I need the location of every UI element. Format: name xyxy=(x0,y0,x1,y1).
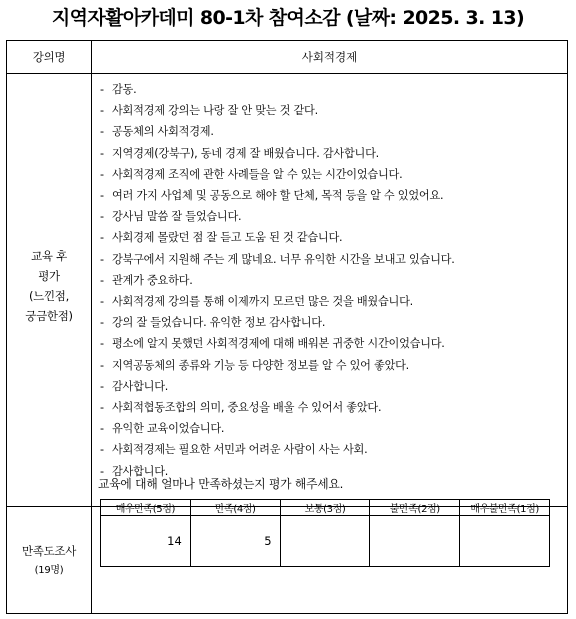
comment-text: 사회적경제 강의는 나랑 잘 안 맞는 것 같다. xyxy=(112,104,318,118)
comment-text: 강의 잘 들었습니다. 유익한 정보 감사합니다. xyxy=(112,316,326,330)
evaluation-label-line: (느낀점, xyxy=(29,289,69,303)
comment-text: 사회적경제는 필요한 서민과 어려운 사람이 사는 사회. xyxy=(112,443,368,457)
comment-item: - 사회적경제 강의는 나랑 잘 안 맞는 것 같다. xyxy=(100,104,318,118)
column-divider xyxy=(91,41,92,613)
satisfaction-prompt: 교육에 대해 얼마나 만족하셨는지 평가 해주세요. xyxy=(98,477,344,491)
satisfaction-title: 만족도조사 xyxy=(21,544,77,558)
comment-text: 지역공동체의 종류와 기능 등 다양한 정보를 알 수 있어 좋았다. xyxy=(112,358,409,372)
comment-text: 사회적경제 조직에 관한 사례들을 알 수 있는 시간이었습니다. xyxy=(112,167,403,181)
comment-text: 공동체의 사회적경제. xyxy=(112,125,214,139)
satisfaction-label xyxy=(7,541,91,581)
comment-item: - 지역경제(강북구), 동네 경제 잘 배웠습니다. 감사합니다. xyxy=(100,146,379,160)
comment-text: 사회경제 몰랐던 점 잘 듣고 도움 된 것 같습니다. xyxy=(112,231,343,245)
comment-item: - 지역공동체의 종류와 기능 등 다양한 정보를 알 수 있어 좋았다. xyxy=(100,358,409,372)
evaluation-label-line: 교육 후 xyxy=(31,249,67,263)
rating-header: 매우불만족(1점) xyxy=(460,500,550,516)
comment-text: 여러 가지 사업체 및 공동으로 해야 할 단체, 목적 등을 알 수 있었어요. xyxy=(112,189,444,203)
comment-item: - 관계가 중요하다. xyxy=(100,273,193,287)
rating-count: 5 xyxy=(190,516,280,567)
evaluation-label-line: 궁금한점) xyxy=(25,309,73,323)
rating-count xyxy=(370,516,460,567)
rating-header: 만족(4점) xyxy=(190,500,280,516)
rating-header: 매우만족(5점) xyxy=(101,500,191,516)
comment-item: - 감사합니다. xyxy=(100,379,169,393)
comment-text: 강북구에서 지원해 주는 게 많네요. 너무 유익한 시간을 보내고 있습니다. xyxy=(112,252,455,266)
comment-item: - 강의 잘 들었습니다. 유익한 정보 감사합니다. xyxy=(100,316,326,330)
rating-count: 14 xyxy=(101,516,191,567)
comment-item: - 사회경제 몰랐던 점 잘 듣고 도움 된 것 같습니다. xyxy=(100,231,343,245)
comment-item: - 사회적협동조합의 의미, 중요성을 배울 수 있어서 좋았다. xyxy=(100,401,382,415)
comment-text: 감사합니다. xyxy=(112,464,169,478)
comment-item: - 사회적경제는 필요한 서민과 어려운 사람이 사는 사회. xyxy=(100,443,368,457)
rating-value-row xyxy=(101,516,550,567)
lecture-name-label: 강의명 xyxy=(32,50,66,64)
comment-text: 감사합니다. xyxy=(112,379,169,393)
comment-item: - 감동. xyxy=(100,83,137,96)
respondent-count: (19명) xyxy=(34,565,64,576)
comment-item: - 강사님 말씀 잘 들었습니다. xyxy=(100,210,242,224)
rating-count xyxy=(280,516,370,567)
lecture-name-value: 사회적경제 xyxy=(301,50,358,64)
comment-text: 사회적경제 강의를 통해 이제까지 모르던 많은 것을 배웠습니다. xyxy=(112,295,413,309)
rating-header: 보통(3점) xyxy=(280,500,370,516)
evaluation-label-line: 평가 xyxy=(38,269,60,283)
evaluation-label xyxy=(7,246,91,326)
comment-item: - 사회적경제 강의를 통해 이제까지 모르던 많은 것을 배웠습니다. xyxy=(100,295,413,309)
comment-item: - 강북구에서 지원해 주는 게 많네요. 너무 유익한 시간을 보내고 있습니다. xyxy=(100,252,455,266)
comment-text: 유익한 교육이었습니다. xyxy=(112,422,225,436)
rating-count xyxy=(460,516,550,567)
comment-item: - 사회적경제 조직에 관한 사례들을 알 수 있는 시간이었습니다. xyxy=(100,167,403,181)
comment-text: 강사님 말씀 잘 들었습니다. xyxy=(112,210,242,224)
comment-text: 관계가 중요하다. xyxy=(112,273,193,287)
comment-item: - 감사합니다. xyxy=(100,464,169,478)
comment-text: 감동. xyxy=(112,83,137,96)
satisfaction-table xyxy=(100,499,550,567)
rating-header: 불만족(2점) xyxy=(370,500,460,516)
comment-item: - 유익한 교육이었습니다. xyxy=(100,422,225,436)
comment-item: - 여러 가지 사업체 및 공동으로 해야 할 단체, 목적 등을 알 수 있었어요. xyxy=(100,189,444,203)
page-title: 지역자활아카데미 80-1차 참여소감 (날짜: 2025. 3. 13) xyxy=(51,7,525,29)
comment-item: - 평소에 알지 못했던 사회적경제에 대해 배워본 귀중한 시간이었습니다. xyxy=(100,337,445,351)
comment-text: 지역경제(강북구), 동네 경제 잘 배웠습니다. 감사합니다. xyxy=(112,146,379,160)
comment-list xyxy=(100,79,558,482)
comment-item: - 공동체의 사회적경제. xyxy=(100,125,214,139)
rating-header-row xyxy=(101,500,550,516)
comment-text: 평소에 알지 못했던 사회적경제에 대해 배워본 귀중한 시간이었습니다. xyxy=(112,337,445,351)
comment-text: 사회적협동조합의 의미, 중요성을 배울 수 있어서 좋았다. xyxy=(112,401,382,415)
